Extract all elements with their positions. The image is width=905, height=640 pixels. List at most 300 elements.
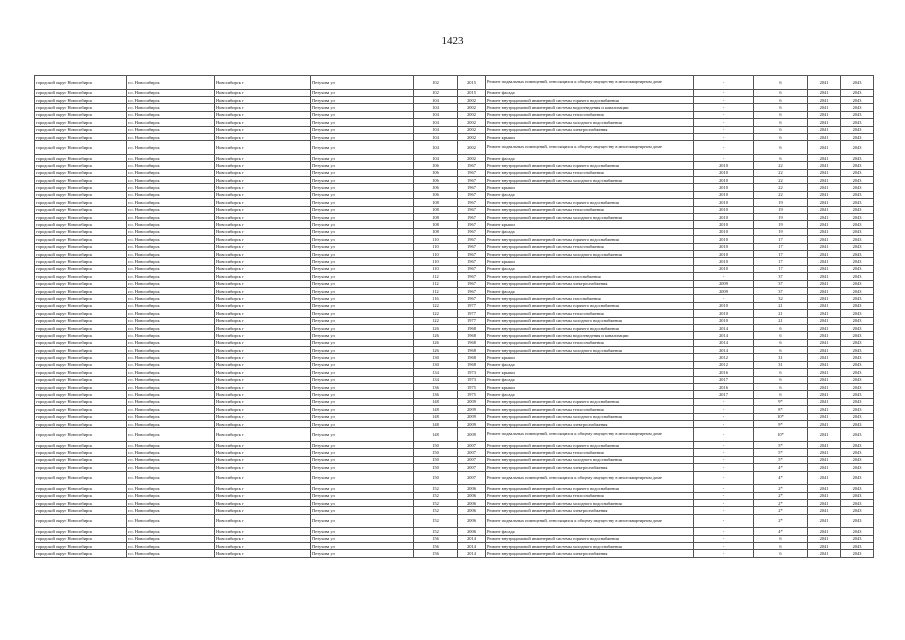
city-cell: Новосибирск г — [215, 499, 311, 506]
last-repair-year-cell: - — [694, 464, 754, 471]
street-cell: Петухова ул — [311, 369, 414, 376]
end-year-cell: 2043 — [841, 406, 874, 413]
end-year-cell: 2043 — [841, 449, 874, 456]
district-cell: г.о. Новосибирск — [127, 507, 215, 514]
wear-percent-cell: 10* — [754, 428, 808, 442]
start-year-cell: 2041 — [808, 384, 841, 391]
build-year-cell: 1967 — [458, 258, 486, 265]
wear-percent-cell: 31 — [754, 354, 808, 361]
house-number-cell: 156 — [414, 550, 458, 557]
municipality-cell: городской округ Новосибирск — [35, 111, 127, 118]
wear-percent-cell: 17 — [754, 251, 808, 258]
start-year-cell: 2041 — [808, 324, 841, 331]
build-year-cell: 1967 — [458, 280, 486, 287]
municipality-cell: городской округ Новосибирск — [35, 258, 127, 265]
municipality-cell: городской округ Новосибирск — [35, 251, 127, 258]
build-year-cell: 2002 — [458, 104, 486, 111]
build-year-cell: 2009 — [458, 406, 486, 413]
start-year-cell: 2041 — [808, 413, 841, 420]
city-cell: Новосибирск г — [215, 302, 311, 309]
start-year-cell: 2041 — [808, 191, 841, 198]
house-number-cell: 156 — [414, 543, 458, 550]
start-year-cell: 2041 — [808, 376, 841, 383]
end-year-cell: 2043 — [841, 104, 874, 111]
street-cell: Петухова ул — [311, 104, 414, 111]
district-cell: г.о. Новосибирск — [127, 354, 215, 361]
city-cell: Новосибирск г — [215, 413, 311, 420]
wear-percent-cell: 4* — [754, 528, 808, 535]
house-number-cell: 116 — [414, 295, 458, 302]
start-year-cell: 2041 — [808, 126, 841, 133]
municipality-cell: городской округ Новосибирск — [35, 550, 127, 557]
start-year-cell: 2041 — [808, 214, 841, 221]
district-cell: г.о. Новосибирск — [127, 169, 215, 176]
house-number-cell: 152 — [414, 499, 458, 506]
end-year-cell: 2043 — [841, 507, 874, 514]
build-year-cell: 1968 — [458, 324, 486, 331]
last-repair-year-cell: - — [694, 535, 754, 542]
data-table — [34, 75, 874, 558]
house-number-cell: 148 — [414, 420, 458, 427]
street-cell: Петухова ул — [311, 420, 414, 427]
end-year-cell: 2043 — [841, 126, 874, 133]
district-cell: г.о. Новосибирск — [127, 111, 215, 118]
work-type-cell: Ремонт внутридомовой инженерной системы теплоснабжения — [486, 449, 694, 456]
work-type-cell: Ремонт внутридомовой инженерной системы холодного водоснабжения — [486, 177, 694, 184]
build-year-cell: 2007 — [458, 456, 486, 463]
district-cell: г.о. Новосибирск — [127, 265, 215, 272]
city-cell: Новосибирск г — [215, 228, 311, 235]
wear-percent-cell: 6 — [754, 119, 808, 126]
district-cell: г.о. Новосибирск — [127, 420, 215, 427]
end-year-cell: 2043 — [841, 243, 874, 250]
street-cell: Петухова ул — [311, 514, 414, 528]
wear-percent-cell: 31 — [754, 361, 808, 368]
start-year-cell: 2041 — [808, 456, 841, 463]
work-type-cell: Ремонт внутридомовой инженерной системы электроснабжения — [486, 280, 694, 287]
build-year-cell: 2006 — [458, 514, 486, 528]
wear-percent-cell: 8* — [754, 406, 808, 413]
work-type-cell: Ремонт внутридомовой инженерной системы теплоснабжения — [486, 310, 694, 317]
wear-percent-cell: 19 — [754, 214, 808, 221]
last-repair-year-cell: 2014 — [694, 339, 754, 346]
municipality-cell: городской округ Новосибирск — [35, 369, 127, 376]
district-cell: г.о. Новосибирск — [127, 104, 215, 111]
work-type-cell: Ремонт внутридомовой инженерной системы горячего водоснабжения — [486, 302, 694, 309]
house-number-cell: 126 — [414, 332, 458, 339]
last-repair-year-cell: - — [694, 273, 754, 280]
house-number-cell: 152 — [414, 528, 458, 535]
last-repair-year-cell: 2010 — [694, 221, 754, 228]
city-cell: Новосибирск г — [215, 126, 311, 133]
city-cell: Новосибирск г — [215, 206, 311, 213]
start-year-cell: 2041 — [808, 133, 841, 140]
start-year-cell: 2041 — [808, 221, 841, 228]
end-year-cell: 2043 — [841, 214, 874, 221]
municipality-cell: городской округ Новосибирск — [35, 406, 127, 413]
build-year-cell: 2015 — [458, 89, 486, 96]
wear-percent-cell: 22 — [754, 177, 808, 184]
build-year-cell: 2002 — [458, 133, 486, 140]
wear-percent-cell: 6 — [754, 89, 808, 96]
work-type-cell: Ремонт крыши — [486, 221, 694, 228]
work-type-cell: Ремонт внутридомовой инженерной системы холодного водоснабжения — [486, 317, 694, 324]
house-number-cell: 108 — [414, 214, 458, 221]
municipality-cell: городской округ Новосибирск — [35, 464, 127, 471]
end-year-cell: 2043 — [841, 317, 874, 324]
wear-percent-cell: 2* — [754, 507, 808, 514]
table-row — [35, 302, 874, 309]
work-type-cell: Ремонт фасада — [486, 154, 694, 161]
work-type-cell: Ремонт внутридомовой инженерной системы холодного водоснабжения — [486, 214, 694, 221]
municipality-cell: городской округ Новосибирск — [35, 89, 127, 96]
start-year-cell: 2041 — [808, 406, 841, 413]
end-year-cell: 2043 — [841, 302, 874, 309]
municipality-cell: городской округ Новосибирск — [35, 236, 127, 243]
street-cell: Петухова ул — [311, 169, 414, 176]
street-cell: Петухова ул — [311, 89, 414, 96]
municipality-cell: городской округ Новосибирск — [35, 280, 127, 287]
city-cell: Новосибирск г — [215, 258, 311, 265]
build-year-cell: 1967 — [458, 169, 486, 176]
wear-percent-cell: 2* — [754, 492, 808, 499]
wear-percent-cell: 6 — [754, 324, 808, 331]
table-row — [35, 236, 874, 243]
district-cell: г.о. Новосибирск — [127, 177, 215, 184]
house-number-cell: 134 — [414, 369, 458, 376]
work-type-cell: Ремонт фасада — [486, 89, 694, 96]
municipality-cell: городской округ Новосибирск — [35, 141, 127, 155]
house-number-cell: 136 — [414, 391, 458, 398]
build-year-cell: 2007 — [458, 449, 486, 456]
street-cell: Петухова ул — [311, 485, 414, 492]
table-row — [35, 324, 874, 331]
street-cell: Петухова ул — [311, 295, 414, 302]
district-cell: г.о. Новосибирск — [127, 126, 215, 133]
table-row — [35, 492, 874, 499]
table-row — [35, 258, 874, 265]
wear-percent-cell: 6 — [754, 550, 808, 557]
city-cell: Новосибирск г — [215, 76, 311, 90]
table-row — [35, 287, 874, 294]
city-cell: Новосибирск г — [215, 391, 311, 398]
table-row — [35, 265, 874, 272]
wear-percent-cell: 6 — [754, 535, 808, 542]
build-year-cell: 2002 — [458, 96, 486, 103]
last-repair-year-cell: - — [694, 96, 754, 103]
municipality-cell: городской округ Новосибирск — [35, 528, 127, 535]
district-cell: г.о. Новосибирск — [127, 184, 215, 191]
municipality-cell: городской округ Новосибирск — [35, 514, 127, 528]
start-year-cell: 2041 — [808, 492, 841, 499]
work-type-cell: Ремонт внутридомовой инженерной системы горячего водоснабжения — [486, 485, 694, 492]
wear-percent-cell: 6 — [754, 141, 808, 155]
wear-percent-cell: 5* — [754, 449, 808, 456]
start-year-cell: 2041 — [808, 273, 841, 280]
end-year-cell: 2043 — [841, 141, 874, 155]
district-cell: г.о. Новосибирск — [127, 361, 215, 368]
city-cell: Новосибирск г — [215, 456, 311, 463]
build-year-cell: 2007 — [458, 464, 486, 471]
street-cell: Петухова ул — [311, 96, 414, 103]
work-type-cell: Ремонт внутридомовой инженерной системы горячего водоснабжения — [486, 535, 694, 542]
street-cell: Петухова ул — [311, 287, 414, 294]
last-repair-year-cell: - — [694, 485, 754, 492]
street-cell: Петухова ул — [311, 384, 414, 391]
district-cell: г.о. Новосибирск — [127, 96, 215, 103]
start-year-cell: 2041 — [808, 184, 841, 191]
work-type-cell: Ремонт внутридомовой инженерной системы горячего водоснабжения — [486, 398, 694, 405]
city-cell: Новосибирск г — [215, 543, 311, 550]
wear-percent-cell: 5* — [754, 441, 808, 448]
street-cell: Петухова ул — [311, 141, 414, 155]
municipality-cell: городской округ Новосибирск — [35, 302, 127, 309]
street-cell: Петухова ул — [311, 251, 414, 258]
end-year-cell: 2043 — [841, 428, 874, 442]
city-cell: Новосибирск г — [215, 169, 311, 176]
house-number-cell: 112 — [414, 287, 458, 294]
table-row — [35, 221, 874, 228]
end-year-cell: 2043 — [841, 369, 874, 376]
city-cell: Новосибирск г — [215, 485, 311, 492]
table-row — [35, 406, 874, 413]
last-repair-year-cell: - — [694, 499, 754, 506]
city-cell: Новосибирск г — [215, 441, 311, 448]
build-year-cell: 2002 — [458, 141, 486, 155]
table-row — [35, 428, 874, 442]
city-cell: Новосибирск г — [215, 361, 311, 368]
municipality-cell: городской округ Новосибирск — [35, 126, 127, 133]
city-cell: Новосибирск г — [215, 420, 311, 427]
street-cell: Петухова ул — [311, 550, 414, 557]
street-cell: Петухова ул — [311, 339, 414, 346]
start-year-cell: 2041 — [808, 499, 841, 506]
build-year-cell: 1977 — [458, 317, 486, 324]
work-type-cell: Ремонт внутридомовой инженерной системы горячего водоснабжения — [486, 199, 694, 206]
last-repair-year-cell: - — [694, 449, 754, 456]
table-row — [35, 76, 874, 90]
table-body — [35, 76, 874, 558]
city-cell: Новосибирск г — [215, 492, 311, 499]
municipality-cell: городской округ Новосибирск — [35, 347, 127, 354]
wear-percent-cell: 19 — [754, 221, 808, 228]
city-cell: Новосибирск г — [215, 265, 311, 272]
city-cell: Новосибирск г — [215, 133, 311, 140]
start-year-cell: 2041 — [808, 177, 841, 184]
last-repair-year-cell: 2010 — [694, 310, 754, 317]
table-row — [35, 514, 874, 528]
municipality-cell: городской округ Новосибирск — [35, 243, 127, 250]
city-cell: Новосибирск г — [215, 369, 311, 376]
end-year-cell: 2043 — [841, 96, 874, 103]
last-repair-year-cell: - — [694, 528, 754, 535]
city-cell: Новосибирск г — [215, 550, 311, 557]
municipality-cell: городской округ Новосибирск — [35, 354, 127, 361]
district-cell: г.о. Новосибирск — [127, 464, 215, 471]
work-type-cell: Ремонт крыши — [486, 133, 694, 140]
table-row — [35, 154, 874, 161]
build-year-cell: 1967 — [458, 177, 486, 184]
build-year-cell: 1975 — [458, 391, 486, 398]
table-row — [35, 295, 874, 302]
street-cell: Петухова ул — [311, 471, 414, 485]
street-cell: Петухова ул — [311, 273, 414, 280]
last-repair-year-cell: - — [694, 550, 754, 557]
last-repair-year-cell: 2010 — [694, 162, 754, 169]
municipality-cell: городской округ Новосибирск — [35, 177, 127, 184]
wear-percent-cell: 6 — [754, 133, 808, 140]
table-row — [35, 317, 874, 324]
wear-percent-cell: 37 — [754, 287, 808, 294]
municipality-cell: городской округ Новосибирск — [35, 273, 127, 280]
street-cell: Петухова ул — [311, 354, 414, 361]
last-repair-year-cell: 2010 — [694, 177, 754, 184]
wear-percent-cell: 37 — [754, 280, 808, 287]
end-year-cell: 2043 — [841, 347, 874, 354]
wear-percent-cell: 6 — [754, 369, 808, 376]
street-cell: Петухова ул — [311, 280, 414, 287]
house-number-cell: 106 — [414, 162, 458, 169]
last-repair-year-cell: - — [694, 104, 754, 111]
table-row — [35, 104, 874, 111]
last-repair-year-cell: 2014 — [694, 332, 754, 339]
last-repair-year-cell: 2010 — [694, 251, 754, 258]
city-cell: Новосибирск г — [215, 528, 311, 535]
street-cell: Петухова ул — [311, 507, 414, 514]
end-year-cell: 2043 — [841, 441, 874, 448]
table-row — [35, 184, 874, 191]
table-row — [35, 126, 874, 133]
city-cell: Новосибирск г — [215, 221, 311, 228]
city-cell: Новосибирск г — [215, 398, 311, 405]
street-cell: Петухова ул — [311, 449, 414, 456]
municipality-cell: городской округ Новосибирск — [35, 376, 127, 383]
house-number-cell: 110 — [414, 251, 458, 258]
last-repair-year-cell: 2010 — [694, 243, 754, 250]
district-cell: г.о. Новосибирск — [127, 332, 215, 339]
municipality-cell: городской округ Новосибирск — [35, 295, 127, 302]
wear-percent-cell: 32 — [754, 295, 808, 302]
district-cell: г.о. Новосибирск — [127, 133, 215, 140]
house-number-cell: 104 — [414, 111, 458, 118]
repair-schedule-table — [34, 75, 873, 558]
municipality-cell: городской округ Новосибирск — [35, 265, 127, 272]
district-cell: г.о. Новосибирск — [127, 154, 215, 161]
start-year-cell: 2041 — [808, 206, 841, 213]
end-year-cell: 2043 — [841, 535, 874, 542]
house-number-cell: 104 — [414, 141, 458, 155]
build-year-cell: 1967 — [458, 273, 486, 280]
build-year-cell: 2006 — [458, 528, 486, 535]
end-year-cell: 2043 — [841, 339, 874, 346]
municipality-cell: городской округ Новосибирск — [35, 191, 127, 198]
table-row — [35, 398, 874, 405]
municipality-cell: городской округ Новосибирск — [35, 456, 127, 463]
street-cell: Петухова ул — [311, 324, 414, 331]
district-cell: г.о. Новосибирск — [127, 221, 215, 228]
last-repair-year-cell: - — [694, 141, 754, 155]
start-year-cell: 2041 — [808, 154, 841, 161]
district-cell: г.о. Новосибирск — [127, 449, 215, 456]
street-cell: Петухова ул — [311, 154, 414, 161]
district-cell: г.о. Новосибирск — [127, 441, 215, 448]
district-cell: г.о. Новосибирск — [127, 339, 215, 346]
street-cell: Петухова ул — [311, 391, 414, 398]
wear-percent-cell: 4* — [754, 464, 808, 471]
end-year-cell: 2043 — [841, 287, 874, 294]
wear-percent-cell: 6 — [754, 376, 808, 383]
table-row — [35, 456, 874, 463]
last-repair-year-cell: 2010 — [694, 206, 754, 213]
work-type-cell: Ремонт фасада — [486, 287, 694, 294]
end-year-cell: 2043 — [841, 154, 874, 161]
house-number-cell: 110 — [414, 243, 458, 250]
municipality-cell: городской округ Новосибирск — [35, 206, 127, 213]
end-year-cell: 2043 — [841, 324, 874, 331]
last-repair-year-cell: - — [694, 119, 754, 126]
house-number-cell: 112 — [414, 273, 458, 280]
start-year-cell: 2041 — [808, 507, 841, 514]
table-row — [35, 376, 874, 383]
build-year-cell: 2015 — [458, 76, 486, 90]
build-year-cell: 1967 — [458, 236, 486, 243]
wear-percent-cell: 6 — [754, 332, 808, 339]
table-row — [35, 133, 874, 140]
table-row — [35, 369, 874, 376]
start-year-cell: 2041 — [808, 141, 841, 155]
end-year-cell: 2043 — [841, 376, 874, 383]
last-repair-year-cell: 2016 — [694, 384, 754, 391]
table-row — [35, 177, 874, 184]
start-year-cell: 2041 — [808, 199, 841, 206]
street-cell: Петухова ул — [311, 221, 414, 228]
wear-percent-cell: 6 — [754, 76, 808, 90]
wear-percent-cell: 37 — [754, 273, 808, 280]
district-cell: г.о. Новосибирск — [127, 499, 215, 506]
last-repair-year-cell: 2009 — [694, 287, 754, 294]
end-year-cell: 2043 — [841, 119, 874, 126]
work-type-cell: Ремонт крыши — [486, 384, 694, 391]
wear-percent-cell: 6 — [754, 96, 808, 103]
city-cell: Новосибирск г — [215, 449, 311, 456]
city-cell: Новосибирск г — [215, 89, 311, 96]
table-row — [35, 111, 874, 118]
district-cell: г.о. Новосибирск — [127, 428, 215, 442]
wear-percent-cell: 6 — [754, 104, 808, 111]
work-type-cell: Ремонт внутридомовой инженерной системы горячего водоснабжения — [486, 324, 694, 331]
street-cell: Петухова ул — [311, 528, 414, 535]
table-row — [35, 361, 874, 368]
end-year-cell: 2043 — [841, 543, 874, 550]
work-type-cell: Ремонт внутридомовой инженерной системы холодного водоснабжения — [486, 119, 694, 126]
district-cell: г.о. Новосибирск — [127, 251, 215, 258]
work-type-cell: Ремонт внутридомовой инженерной системы холодного водоснабжения — [486, 543, 694, 550]
work-type-cell: Ремонт внутридомовой инженерной системы горячего водоснабжения — [486, 96, 694, 103]
work-type-cell: Ремонт внутридомовой инженерной системы холодного водоснабжения — [486, 413, 694, 420]
work-type-cell: Ремонт внутридомовой инженерной системы горячего водоснабжения — [486, 236, 694, 243]
last-repair-year-cell: 2014 — [694, 324, 754, 331]
last-repair-year-cell: 2010 — [694, 258, 754, 265]
municipality-cell: городской округ Новосибирск — [35, 154, 127, 161]
wear-percent-cell: 6 — [754, 154, 808, 161]
last-repair-year-cell: 2012 — [694, 361, 754, 368]
table-row — [35, 391, 874, 398]
street-cell: Петухова ул — [311, 214, 414, 221]
wear-percent-cell: 17 — [754, 236, 808, 243]
house-number-cell: 150 — [414, 449, 458, 456]
build-year-cell: 2014 — [458, 543, 486, 550]
end-year-cell: 2043 — [841, 464, 874, 471]
